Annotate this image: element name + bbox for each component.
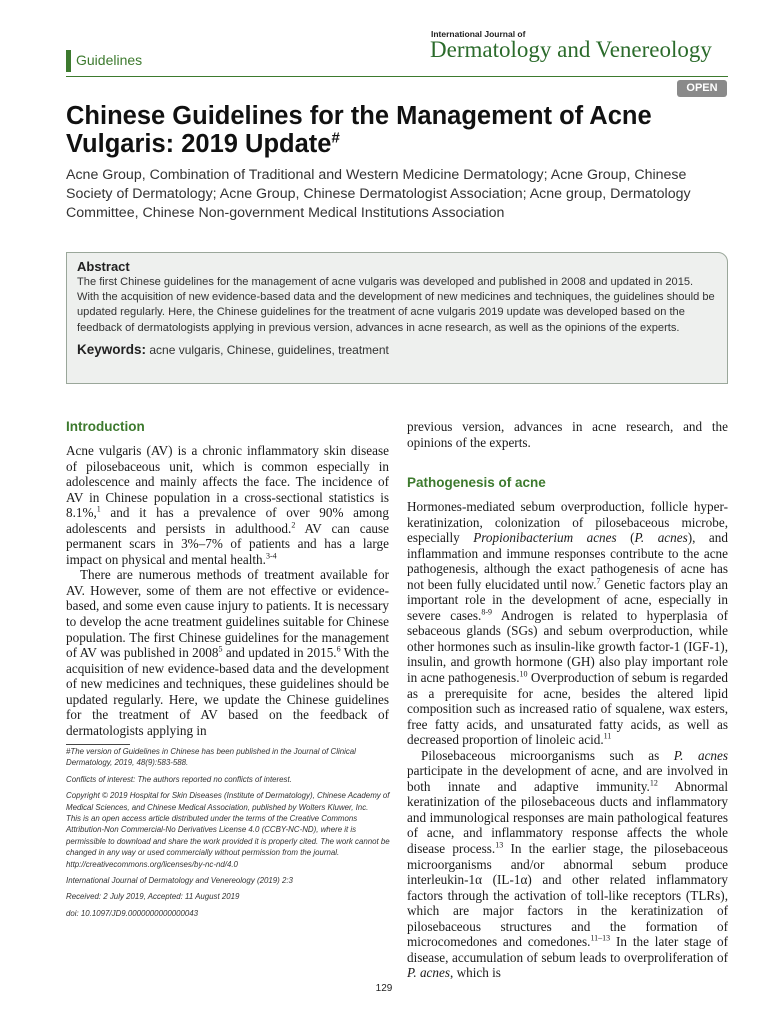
text-run: In the later stage of disease, accumulation of sebum leads to overproliferation of <box>407 934 729 965</box>
text-run: There are numerous methods of treatment available for AV. However, some of them are not effective or evidence-based, and some even cause injury to patients. It is necessary to develop the acne treatment guidelines suitable for Chinese population. The first Chinese guidelines for the management of AV was published in 2008 <box>66 567 389 661</box>
footnotes <box>66 746 392 924</box>
citation: 13 <box>495 840 504 850</box>
article-title <box>66 102 706 158</box>
keywords-text: acne vulgaris, Chinese, guidelines, treatment <box>149 342 389 357</box>
citation: 11 <box>603 731 612 741</box>
text-run: ), and inflammation and immune responses contribute to the acne pathogenesis, although the exact pathogenesis of acne has not been fully elucidated until now. <box>407 530 728 592</box>
header-divider <box>66 76 728 77</box>
species-name: Propionibacterium acnes <box>473 530 617 546</box>
text-run: and updated in 2015. <box>222 645 337 661</box>
citation: 8-9 <box>481 607 493 617</box>
citation: 5 <box>218 644 223 654</box>
pathogenesis-body <box>407 499 728 981</box>
text-run: Overproduction of sebum is regarded as a prerequisite for acne, besides the altered lipid composition such as increased ratio of squalene, wax esters, free fatty acids, and unsaturated fatty acids, as well as decreased proportion of linoleic acid. <box>407 670 728 748</box>
intro-paragraph-1 <box>66 443 389 567</box>
footnote-divider <box>66 744 130 745</box>
citation: 12 <box>649 778 658 788</box>
abstract-box <box>66 252 728 384</box>
title-footnote-mark: # <box>331 129 340 147</box>
citation: 3-4 <box>265 551 277 561</box>
journal-name: Dermatology and Venereology <box>430 37 712 62</box>
citation: 10 <box>519 669 528 679</box>
citation: 6 <box>336 644 341 654</box>
footnote-license: This is an open access article distributed under the terms of the Creative Commons Attribution-Non Commercial-No Derivatives License 4.0 (CCBY-NC-ND), where it is permissible to download and share the work provided it is properly cited. The work cannot be changed in any way or used commercially without permission from the journal. http://creativecommons.org/licenses/by-nc-nd/4.0 <box>66 814 390 869</box>
text-run: , which is <box>449 965 501 981</box>
abstract-text: The first Chinese guidelines for the management of acne vulgaris was developed and published in 2008 and updated in 2015. With the acquisition of new evidence-based data and the development of new medicines and techniques, the guidelines should be updated regularly. Here, the Chinese guidelines for the treatment of acne vulgaris 2019 update was developed based on the feedback of dermatologists applying in previous version, advances in acne research, as well as the opinions of the experts. <box>77 276 715 334</box>
text-run: Hormones-mediated sebum overproduction, follicle hyper-keratinization, colonization of pilosebaceous microbe, especially <box>407 499 728 546</box>
text-run: With the acquisition of new evidence-based data and the development of new medicines and techniques, these guidelines should be updated regularly. Here, we update the Chinese guidelines for the treatment of AV based on the feedback of dermatologists applying in <box>66 645 389 738</box>
introduction-body <box>66 443 389 738</box>
footnote-citation: International Journal of Dermatology and Venereology (2019) 2:3 <box>66 876 293 886</box>
footnote-dates: Received: 2 July 2019, Accepted: 11 August 2019 <box>66 892 240 902</box>
citation: 11–13 <box>590 933 611 943</box>
text-run: Abnormal keratinization of the pilosebaceous ducts and inflammatory and immunological responses are main pathological features of acne, and inflammatory response affects the whole disease process. <box>407 778 728 857</box>
intro-paragraph-2 <box>66 567 389 738</box>
text-run: AV can cause permanent scars in 3%–7% of patients and has a large impact on physical and mental health. <box>66 520 389 567</box>
section-marker <box>66 50 71 72</box>
intro-continued <box>407 419 728 450</box>
introduction-heading: Introduction <box>66 419 145 434</box>
pathogenesis-heading: Pathogenesis of acne <box>407 475 546 490</box>
species-name: P. acnes <box>634 530 688 546</box>
footnote-doi: doi: 10.1097/JD9.0000000000000043 <box>66 908 199 918</box>
text-run: Pilosebaceous microorganisms such as <box>421 747 674 763</box>
text-run: Acne vulgaris (AV) is a chronic inflammatory skin disease of pilosebaceous unit, which is common especially in adolescence and mainly affects the face. The incidence of AV in Chinese population in a cross-sectional statistics is 8.1%, <box>66 443 389 521</box>
text-run: and it has a prevalence of over 90% among adolescents and persists in adulthood. <box>66 505 389 536</box>
species-name: P. acnes <box>673 747 728 763</box>
citation: 1 <box>96 504 101 514</box>
text-run: In the earlier stage, the pilosebaceous microorganisms and/or abnormal sebum produce interleukin-1α (IL-1α) and other related inflammatory factors through the activation of toll-like receptors (TLRs), which are major factors in the keratinization of pilosebaceous structures and the formation of microcomedones and comedones. <box>407 841 728 950</box>
citation: 2 <box>291 520 296 530</box>
pathogenesis-paragraph-2 <box>407 748 728 981</box>
abstract-heading: Abstract <box>77 259 130 274</box>
footnote-version: #The version of Guidelines in Chinese has been published in the Journal of Clinical Dermatology, 2019, 48(9):583-588. <box>66 747 356 768</box>
open-access-badge: OPEN <box>677 80 727 97</box>
section-label: Guidelines <box>76 52 143 68</box>
text-run: Genetic factors play an important role in the development of acne, especially in severe cases. <box>407 576 728 623</box>
footnote-copyright: Copyright © 2019 Hospital for Skin Diseases (Institute of Dermatology), Chinese Academy of Medical Sciences, and Chinese Medical Association, published by Wolters Kluwer, Inc. <box>66 791 390 812</box>
footnote-conflicts: Conflicts of interest: The authors reported no conflicts of interest. <box>66 774 292 784</box>
text-run: ( <box>616 530 635 546</box>
author-list: Acne Group, Combination of Traditional and Western Medicine Dermatology; Acne Group, Chinese Society of Dermatology; Acne Group, Chinese Dermatologist Association; Acne group, Dermatology Committee, Chinese Non-government Medical Institutions Association <box>66 167 691 221</box>
citation: 7 <box>596 576 601 586</box>
text-run: Androgen is related to hyperplasia of sebaceous glands (SGs) and sebum overproduction, while other hormones such as insulin-like growth factor-1 (IGF-1), insulin, and growth hormone (GH) also play important role in acne pathogenesis. <box>407 607 728 686</box>
title-text: Chinese Guidelines for the Management of Acne Vulgaris: 2019 Update <box>66 102 652 158</box>
keywords <box>77 342 717 357</box>
keywords-label: Keywords: <box>77 341 147 357</box>
intro-continued-text: previous version, advances in acne research, and the opinions of the experts. <box>407 419 728 450</box>
pathogenesis-paragraph-1 <box>407 499 728 748</box>
page-number: 129 <box>375 983 393 994</box>
journal-name-prefix: International Journal of <box>431 29 526 39</box>
text-run: participate in the development of acne, and are involved in both innate and adaptive immunity. <box>407 763 728 794</box>
species-name: P. acnes <box>407 965 450 981</box>
